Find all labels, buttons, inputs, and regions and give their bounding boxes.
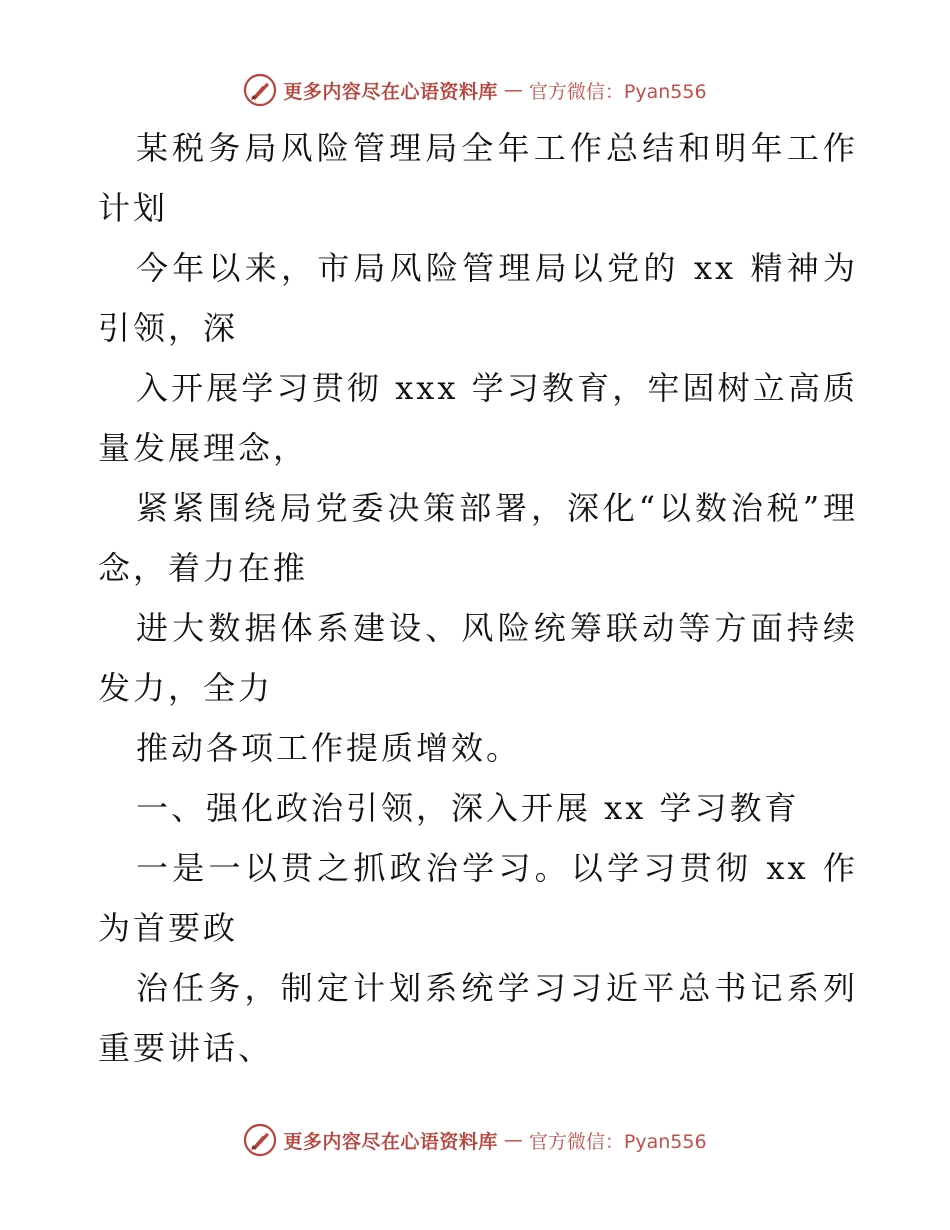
- paragraph-line: 一是一以贯之抓政治学习。以学习贯彻 xx 作为首要政: [98, 849, 858, 947]
- paragraph-line: 进大数据体系建设、风险统筹联动等方面持续发力，全力: [98, 609, 858, 707]
- paragraph-line: 紧紧围绕局党委决策部署，深化“以数治税”理念，着力在推: [98, 489, 858, 587]
- watermark-separator: —: [503, 1129, 523, 1151]
- quill-pen-logo-icon: [243, 73, 277, 107]
- document-title: 某税务局风险管理局全年工作总结和明年工作计划: [98, 129, 858, 227]
- watermark-text: 更多内容尽在心语资料库: [283, 1130, 498, 1153]
- watermark-separator: —: [503, 79, 523, 101]
- document-body: [98, 118, 858, 1078]
- section-heading: 一、强化政治引领，深入开展 xx 学习教育: [136, 789, 800, 827]
- header-watermark: [0, 70, 950, 110]
- watermark-contact: 官方微信：Pyan556: [528, 80, 707, 103]
- paragraph-line: 推动各项工作提质增效。: [136, 729, 522, 767]
- paragraph-line: 治任务，制定计划系统学习习近平总书记系列重要讲话、: [98, 969, 858, 1067]
- watermark-text: 更多内容尽在心语资料库: [283, 80, 498, 103]
- footer-watermark: [0, 1120, 950, 1160]
- watermark-contact: 官方微信：Pyan556: [528, 1130, 707, 1153]
- paragraph-line: 入开展学习贯彻 xxx 学习教育，牢固树立高质量发展理念，: [98, 369, 858, 467]
- paragraph-line: 今年以来，市局风险管理局以党的 xx 精神为引领，深: [98, 249, 858, 347]
- quill-pen-logo-icon: [243, 1123, 277, 1157]
